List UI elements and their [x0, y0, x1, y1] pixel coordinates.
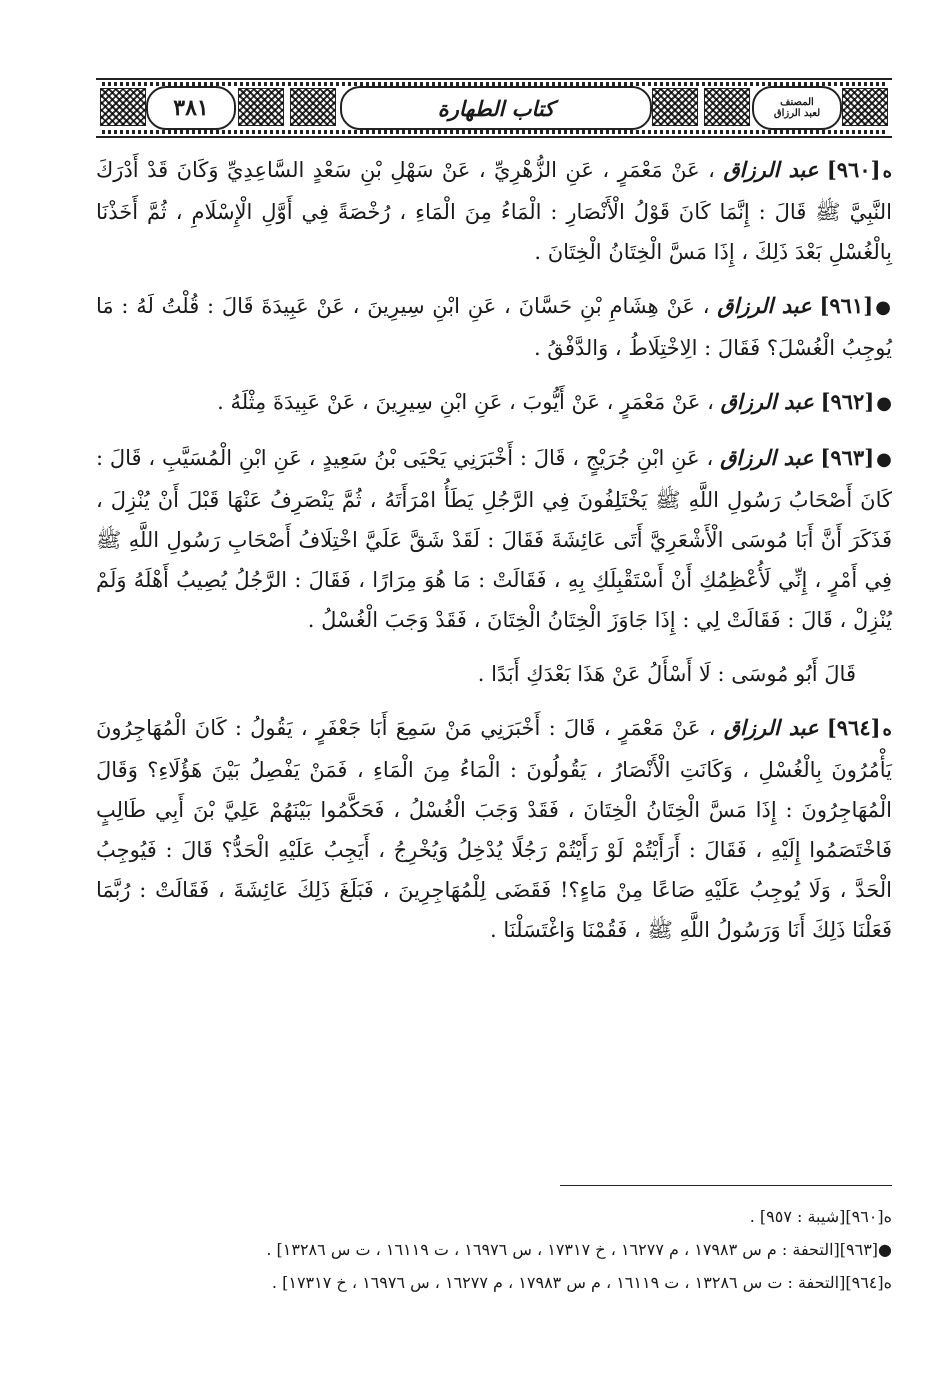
hadith-number: [٩٦٣] — [820, 445, 875, 470]
footnotes — [96, 1200, 892, 1299]
hadith-text: ، عَنْ هِشَامِ بْنِ حَسَّانَ ، عَنِ ابْنِ سِيرِينَ ، عَنْ عَبِيدَةَ قَالَ : قُلْتُ لَهُ : مَا يُوجِبُ الْغُسْلَ؟ فَقَالَ : الِاخْتِلَاطُ ، وَالدَّفْقُ . — [96, 294, 892, 360]
hadith-number: [٩٦٢] — [820, 389, 875, 414]
hadith-text: ، عَنْ مَعْمَرٍ ، عَنِ الزُّهْرِيِّ ، عَنْ سَهْلِ بْنِ سَعْدٍ السَّاعِدِيِّ وَكَانَ قَدْ أَدْرَكَ النَّبِيَّ ﷺ قَالَ : إِنَّمَا كَانَ قَوْلُ الْأَنْصَارِ : الْمَاءُ مِنَ الْمَاءِ ، رُخْصَةً فِي أَوَّلِ الْإِسْلَامِ ، ثُمَّ أَخَذْنَا بِالْغُسْلِ بَعْدَ ذَلِكَ ، إِذَا مَسَّ الْخِتَانُ الْخِتَانَ . — [96, 158, 892, 264]
hadith-marker: ● — [876, 449, 892, 470]
narrator-name: عبد الرزاق — [720, 389, 814, 414]
hadith-text: قَالَ أَبُو مُوسَى : لَا أَسْأَلُ عَنْ هَذَا بَعْدَكِ أَبَدًا . — [477, 662, 856, 686]
book-seal — [752, 86, 842, 130]
hadith-number: [٩٦٠] — [826, 157, 881, 182]
ornament-icon — [652, 88, 698, 126]
ornament-icon — [290, 88, 336, 126]
hadith-paragraph — [96, 286, 892, 368]
ornament-icon — [842, 88, 888, 126]
footnote-divider — [560, 1185, 892, 1186]
hadith-number: [٩٦٤] — [826, 715, 881, 740]
book-seal-text: المصنف لعبد الرزاق — [773, 97, 821, 119]
hadith-continuation — [96, 654, 892, 694]
main-text — [96, 150, 892, 964]
ornament-icon — [704, 88, 750, 126]
hadith-marker: ● — [875, 297, 892, 318]
footnote: ه[٩٦٠][شيبة : ٩٥٧] . — [749, 1207, 892, 1226]
ornament-icon — [238, 88, 284, 126]
chapter-title: كتاب الطهارة — [437, 95, 555, 121]
narrator-name: عبد الرزاق — [723, 715, 819, 740]
hadith-paragraph — [96, 438, 892, 640]
narrator-name: عبد الرزاق — [723, 157, 819, 182]
hadith-paragraph — [96, 382, 892, 424]
page-number: ٣٨١ — [173, 95, 209, 121]
hadith-text: ، عَنِ ابْنِ جُرَيْجٍ ، قَالَ : أَخْبَرَنِي يَحْيَى بْنُ سَعِيدٍ ، عَنِ ابْنِ الْمُسَيَّبِ ، قَالَ : كَانَ أَصْحَابُ رَسُولِ اللَّهِ ﷺ يَخْتَلِفُونَ فِي الرَّجُلِ يَطَأُ امْرَأَتَهُ ، ثُمَّ يَنْصَرِفُ عَنْهَا قَبْلَ أَنْ يُنْزِلَ ، فَذَكَرَ أَنَّ أَبَا مُوسَى الْأَشْعَرِيَّ أَتَى عَائِشَةَ فَقَالَ : لَقَدْ شَقَّ عَلَيَّ اخْتِلَافُ أَصْحَابِ رَسُولِ اللَّهِ ﷺ فِي أَمْرٍ ، إِنِّي لَأُعْظِمُكِ أَنْ أَسْتَقْبِلَكِ بِهِ ، فَقَالَتْ : مَا هُوَ مِرَارًا ، فَقَالَ : الرَّجُلُ يُصِيبُ أَهْلَهُ وَلَمْ يُنْزِلْ ، قَالَ : فَقَالَتْ لِي : إِذَا جَاوَزَ الْخِتَانُ الْخِتَانَ ، فَقَدْ وَجَبَ الْغُسْلُ . — [96, 446, 892, 632]
footnote: ه[٩٦٤][التحفة : ت س ١٣٢٨٦ ، ت ١٦١١٩ ، م س ١٧٩٨٣ ، م ١٦٢٧٧ ، س ١٦٩٧٦ ، خ ١٧٣١٧] . — [271, 1273, 892, 1292]
header-ornament-strip — [102, 130, 886, 134]
hadith-text: ، عَنْ مَعْمَرٍ ، عَنْ أَيُّوبَ ، عَنِ ابْنِ سِيرِينَ ، عَنْ عَبِيدَةَ مِثْلَهُ . — [217, 390, 714, 414]
narrator-name: عبد الرزاق — [720, 445, 814, 470]
page-number-cartouche — [146, 86, 236, 130]
hadith-text: ، عَنْ مَعْمَرٍ ، قَالَ : أَخْبَرَنِي مَنْ سَمِعَ أَبَا جَعْفَرٍ ، يَقُولُ : كَانَ الْمُهَاجِرُونَ يَأْمُرُونَ بِالْغُسْلِ ، وَكَانَتِ الْأَنْصَارُ ، يَقُولُونَ : الْمَاءُ مِنَ الْمَاءِ ، فَمَنْ يَفْصِلُ بَيْنَ هَؤُلَاءِ؟ وَقَالَ الْمُهَاجِرُونَ : إِذَا مَسَّ الْخِتَانُ الْخِتَانَ ، فَقَدْ وَجَبَ الْغُسْلُ ، فَحَكَّمُوا بَيْنَهُمْ عَلِيَّ بْنَ أَبِي طَالِبٍ فَاخْتَصَمُوا إِلَيْهِ ، فَقَالَ : أَرَأَيْتُمْ لَوْ رَأَيْتُمْ رَجُلًا يُدْخِلُ وَيُخْرِجُ ، أَيَجِبُ عَلَيْهِ الْحَدُّ؟ قَالَ : فَيُوجِبُ الْحَدَّ ، وَلَا يُوجِبُ عَلَيْهِ صَاعًا مِنْ مَاءٍ؟! فَقَضَى لِلْمُهَاجِرِينَ ، فَبَلَغَ ذَلِكَ عَائِشَةَ ، فَقَالَتْ : رُبَّمَا فَعَلْنَا ذَلِكَ أَنَا وَرَسُولُ اللَّهِ ﷺ ، فَقُمْنَا وَاغْتَسَلْنَا . — [96, 716, 892, 942]
narrator-name: عبد الرزاق — [717, 293, 812, 318]
hadith-paragraph — [96, 708, 892, 950]
hadith-number: [٩٦١] — [819, 293, 874, 318]
chapter-title-cartouche — [340, 86, 652, 130]
hadith-paragraph — [96, 150, 892, 272]
hadith-marker: ● — [876, 393, 892, 414]
page-header — [96, 78, 892, 138]
hadith-marker: ه — [882, 719, 892, 740]
ornament-icon — [100, 88, 146, 126]
footnote: ●[٩٦٣][التحفة : م س ١٧٩٨٣ ، م ١٦٢٧٧ ، خ ١٧٣١٧ ، س ١٦٩٧٦ ، ت ١٦١١٩ ، ت س ١٣٢٨٦] . — [266, 1240, 892, 1259]
hadith-marker: ه — [882, 161, 892, 182]
